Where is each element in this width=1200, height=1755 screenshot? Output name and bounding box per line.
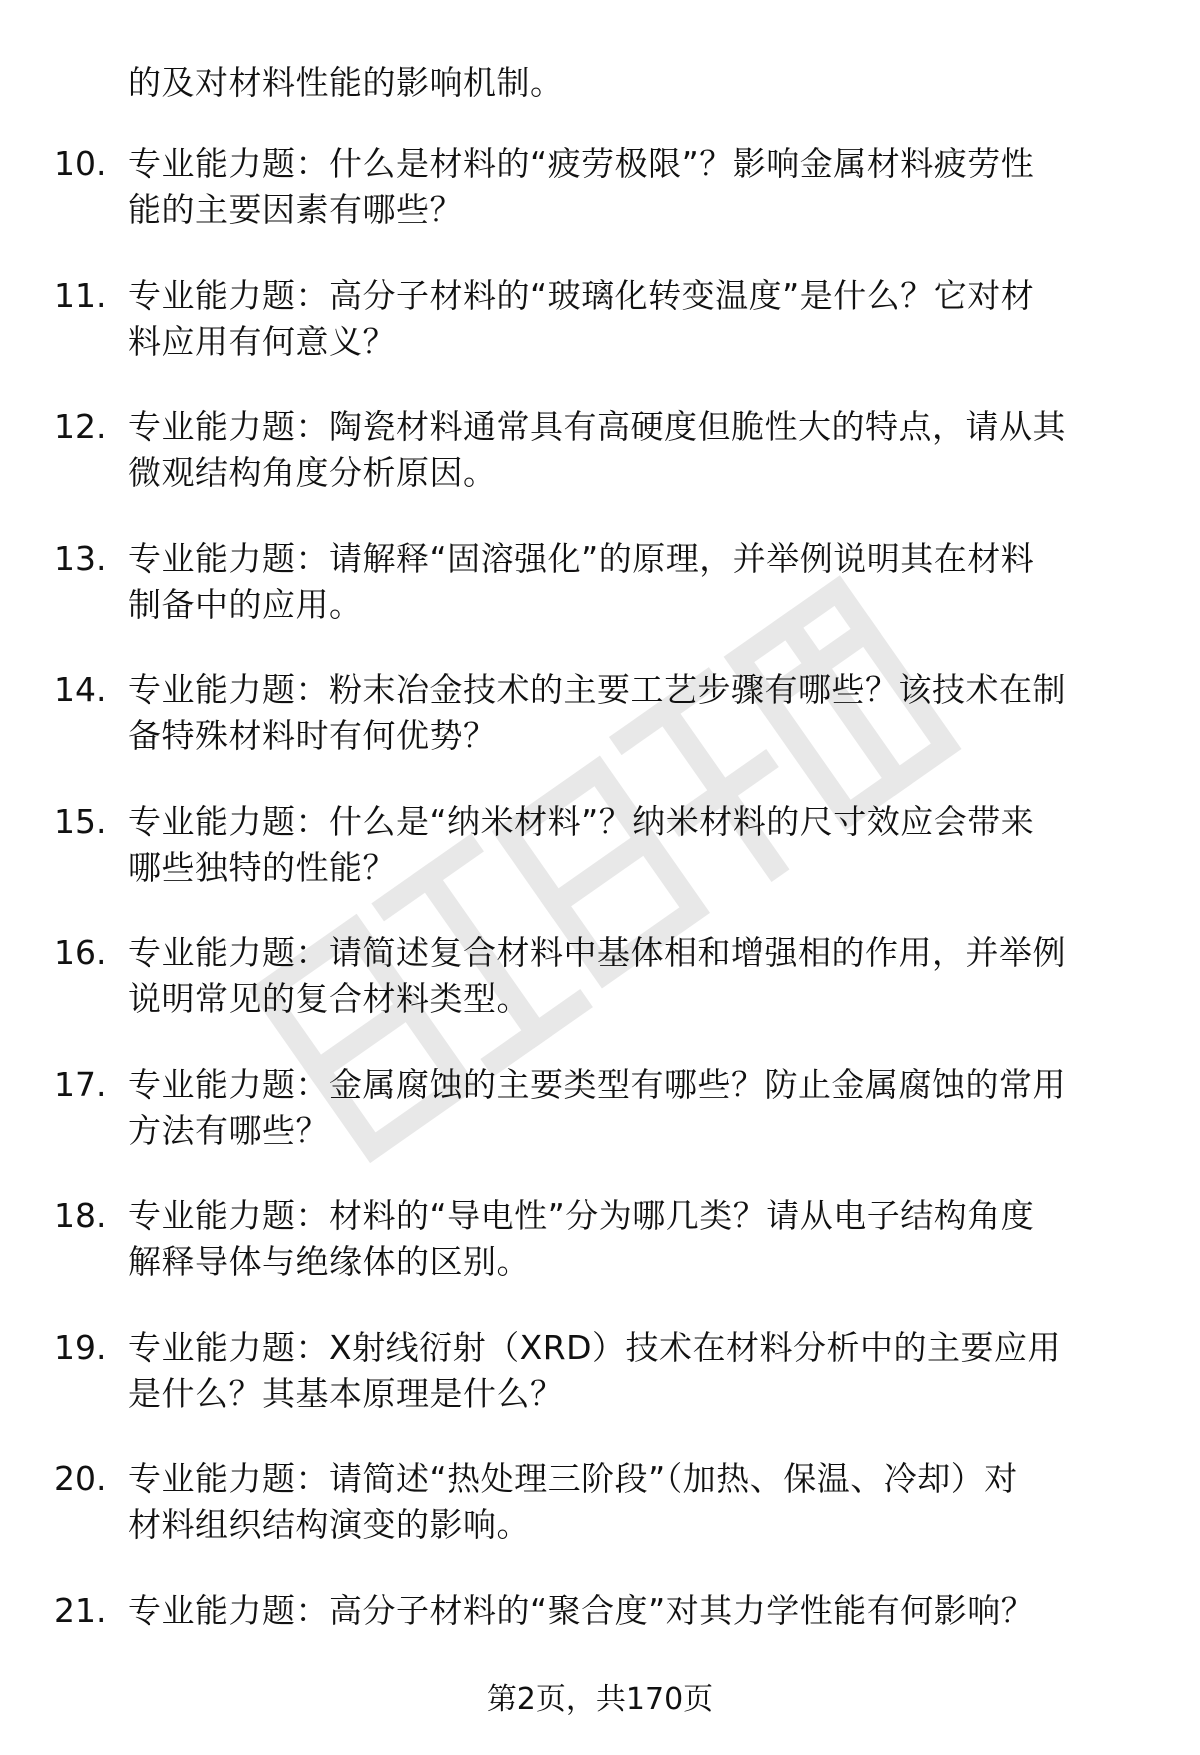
question-number: 16.	[54, 933, 107, 972]
question-text-line: 是什么？其基本原理是什么？	[128, 1373, 564, 1413]
question-number: 12.	[54, 407, 107, 446]
list-item	[0, 1061, 1200, 1193]
question-text-line: 专业能力题：什么是“纳米材料”？纳米材料的尺寸效应会带来	[128, 801, 1035, 841]
question-text-line: 专业能力题：请简述“热处理三阶段”（加热、保温、冷却）对	[128, 1459, 1018, 1498]
question-text-line: 料应用有何意义？	[128, 321, 396, 361]
question-text-line: 能的主要因素有哪些？	[128, 190, 463, 229]
question-number: 14.	[54, 670, 107, 709]
page-footer: 第2页，共170页	[486, 1682, 714, 1717]
question-text-line: 专业能力题：金属腐蚀的主要类型有哪些？防止金属腐蚀的常用	[128, 1064, 1066, 1104]
list-item	[0, 403, 1200, 535]
question-list	[0, 140, 1200, 1718]
question-number: 21.	[54, 1590, 107, 1630]
list-item	[0, 1192, 1200, 1324]
question-text-line: 方法有哪些？	[128, 1110, 329, 1150]
list-item	[0, 798, 1200, 930]
question-number: 19.	[54, 1327, 107, 1367]
question-text-line: 专业能力题：高分子材料的“玻璃化转变温度”是什么？它对材	[128, 275, 1035, 315]
question-text-line: 备特殊材料时有何优势？	[128, 716, 497, 755]
question-text-line: 说明常见的复合材料类型。	[128, 979, 530, 1018]
question-number: 11.	[54, 275, 107, 315]
question-text-line: 微观结构角度分析原因。	[128, 453, 497, 492]
question-text-line: 专业能力题：什么是材料的“疲劳极限”？影响金属材料疲劳性	[128, 144, 1035, 183]
question-text-line: 专业能力题：请简述复合材料中基体相和增强相的作用，并举例	[128, 933, 1066, 972]
question-text-line: 专业能力题：陶瓷材料通常具有高硬度但脆性大的特点，请从其	[128, 407, 1066, 446]
question-text-line: 哪些独特的性能？	[128, 847, 396, 887]
list-item	[0, 140, 1200, 272]
list-item	[0, 929, 1200, 1061]
list-item	[0, 666, 1200, 798]
list-item	[0, 272, 1200, 404]
question-text-line: 专业能力题：粉末冶金技术的主要工艺步骤有哪些？该技术在制	[128, 670, 1066, 709]
question-number: 18.	[54, 1196, 107, 1235]
continued-text: 的及对材料性能的影响机制。	[128, 63, 564, 102]
question-number: 13.	[54, 538, 107, 578]
question-number: 10.	[54, 144, 107, 183]
question-text-line: 专业能力题：高分子材料的“聚合度”对其力学性能有何影响？	[128, 1590, 1035, 1630]
question-text-line: 制备中的应用。	[128, 584, 363, 624]
question-text-line: 专业能力题：请解释“固溶强化”的原理，并举例说明其在材料	[128, 538, 1035, 578]
list-item	[0, 535, 1200, 667]
question-number: 20.	[54, 1459, 107, 1498]
question-number: 17.	[54, 1064, 107, 1104]
question-text-line: 材料组织结构演变的影响。	[128, 1505, 530, 1544]
question-number: 15.	[54, 801, 107, 841]
list-item	[0, 1324, 1200, 1456]
question-text-line: 专业能力题：X射线衍射（XRD）技术在材料分析中的主要应用	[128, 1327, 1062, 1367]
list-item	[0, 1455, 1200, 1587]
question-text-line: 专业能力题：材料的“导电性”分为哪几类？请从电子结构角度	[128, 1196, 1035, 1235]
question-text-line: 解释导体与绝缘体的区别。	[128, 1242, 530, 1281]
